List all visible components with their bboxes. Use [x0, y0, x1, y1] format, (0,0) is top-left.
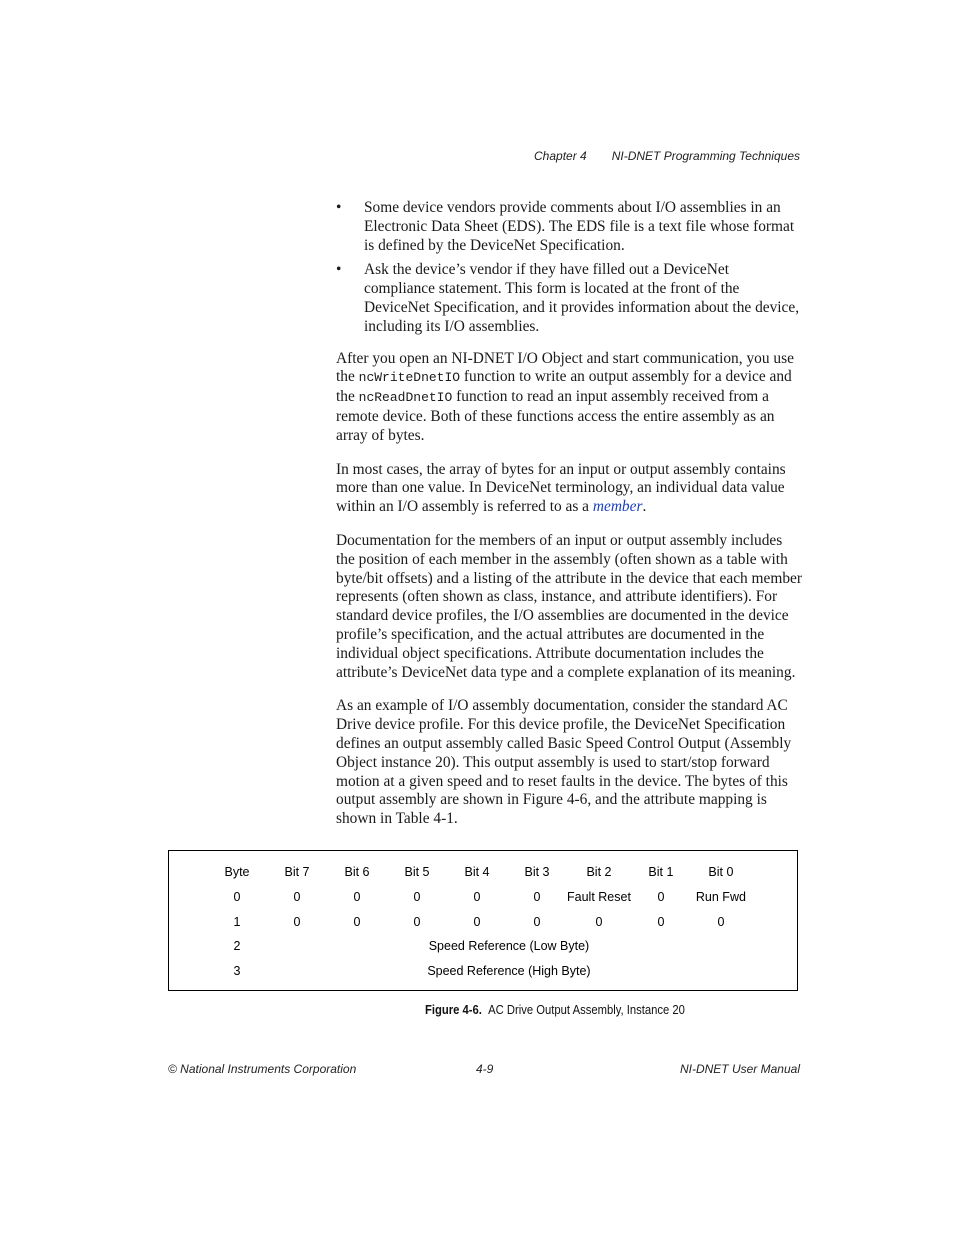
assembly-table — [207, 860, 751, 983]
table-row — [207, 909, 751, 934]
header-chapter: Chapter 4 — [534, 149, 587, 163]
bit-cell: 0 — [413, 890, 421, 905]
bullet-icon: • — [336, 261, 342, 279]
bullet-text: Some device vendors provide comments about I/O assemblies in an Electronic Data Sheet (EDS). The EDS file is a text file whose format is defined by the DeviceNet Specification. — [364, 199, 795, 254]
bit-cell: 0 — [717, 914, 725, 929]
bit-cell: 0 — [533, 890, 541, 905]
paragraph-example: As an example of I/O assembly documentation, consider the standard AC Drive device profile. For this device profile, the DeviceNet Specification defines an output assembly called Basic Speed Control Output (Assembly Object instance 20). This output assembly is used to start/stop forward motion at a given speed and to reset faults in the device. The bytes of this output assembly are shown in Figure 4-6, and the attribute mapping is shown in Table 4-1. — [336, 697, 792, 828]
bullet-text: Ask the device’s vendor if they have filled out a DeviceNet compliance statement. This form is located at the front of the DeviceNet Specification, and it provides information about the device, including its I/O assemblies. — [364, 261, 800, 335]
table-header-row — [207, 860, 751, 885]
figure-caption — [425, 1003, 685, 1017]
bit-cell: 0 — [595, 914, 603, 929]
table-row — [207, 959, 751, 984]
header-cell: Bit 7 — [284, 865, 310, 880]
span-cell: Speed Reference (Low Byte) — [428, 939, 590, 954]
assembly-figure — [168, 850, 798, 991]
table-row — [207, 885, 751, 910]
para1-text-1: After you open an NI-DNET I/O Object and start communication, you use the — [336, 349, 794, 386]
bit-cell: 0 — [657, 890, 665, 905]
bit-cell: Run Fwd — [695, 890, 746, 905]
byte-cell: 0 — [233, 890, 241, 905]
header-title: NI-DNET Programming Techniques — [611, 149, 800, 163]
bit-cell: 0 — [353, 890, 361, 905]
body-text — [336, 199, 802, 829]
bit-cell: 0 — [293, 890, 301, 905]
bullet-list — [336, 199, 802, 337]
paragraph-io-functions — [336, 350, 802, 446]
figure-number: Figure 4-6. — [425, 1003, 482, 1017]
bit-cell: 0 — [293, 914, 301, 929]
byte-cell: 2 — [233, 939, 241, 954]
page-number: 4-9 — [476, 1062, 494, 1076]
para1-text-2: function to write an output assembly for a device and the — [336, 368, 792, 406]
footer-copyright: © National Instruments Corporation — [168, 1062, 357, 1076]
para1-text-3: function to read an input assembly received from a remote device. Both of these functions access the entire assembly as an array of bytes. — [336, 388, 775, 444]
paragraph-documentation: Documentation for the members of an input or output assembly includes the position of each member in the assembly (often shown as a table with byte/bit offsets) and a listing of the attribute in the device that each member represents (often shown as class, instance, and attribute identifiers). For standard device profiles, the I/O assemblies are documented in the device profile’s specification, and the actual attributes are documented in the individual object specifications. Attribute documentation includes the attribute’s DeviceNet data type and a complete explanation of its meaning. — [336, 531, 802, 681]
bit-cell: 0 — [473, 890, 481, 905]
bit-cell: Fault Reset — [567, 890, 631, 905]
list-item — [336, 261, 802, 336]
running-header — [534, 149, 800, 163]
para2-text-2: . — [642, 498, 647, 516]
footer-manual-title: NI-DNET User Manual — [679, 1062, 800, 1076]
byte-cell: 3 — [233, 964, 241, 979]
table-row — [207, 934, 751, 959]
bit-cell: 0 — [353, 914, 361, 929]
bullet-icon: • — [336, 199, 342, 216]
paragraph-member — [336, 461, 802, 517]
para2-text-1: In most cases, the array of bytes for an input or output assembly contains more than one value. In DeviceNet terminology, an individual data value within an I/O assembly is referred to as a — [336, 460, 786, 516]
figure-title: AC Drive Output Assembly, Instance 20 — [488, 1003, 685, 1017]
bit-cell: 0 — [413, 914, 421, 929]
bit-cell: 0 — [533, 914, 541, 929]
header-cell: Bit 5 — [404, 865, 430, 880]
header-cell: Bit 6 — [344, 865, 370, 880]
byte-cell: 1 — [233, 914, 241, 929]
code-ncwritednetio: ncWriteDnetIO — [358, 370, 461, 386]
span-cell: Speed Reference (High Byte) — [427, 964, 591, 979]
list-item — [336, 199, 802, 255]
member-link[interactable]: member — [592, 498, 643, 516]
header-cell: Bit 1 — [648, 865, 674, 880]
header-cell: Byte — [224, 865, 250, 880]
bit-cell: 0 — [657, 914, 665, 929]
code-ncreaddnetio: ncReadDnetIO — [358, 390, 453, 406]
bit-cell: 0 — [473, 914, 481, 929]
header-cell: Bit 0 — [708, 865, 734, 880]
header-cell: Bit 2 — [586, 865, 612, 880]
header-cell: Bit 4 — [464, 865, 490, 880]
header-cell: Bit 3 — [524, 865, 550, 880]
